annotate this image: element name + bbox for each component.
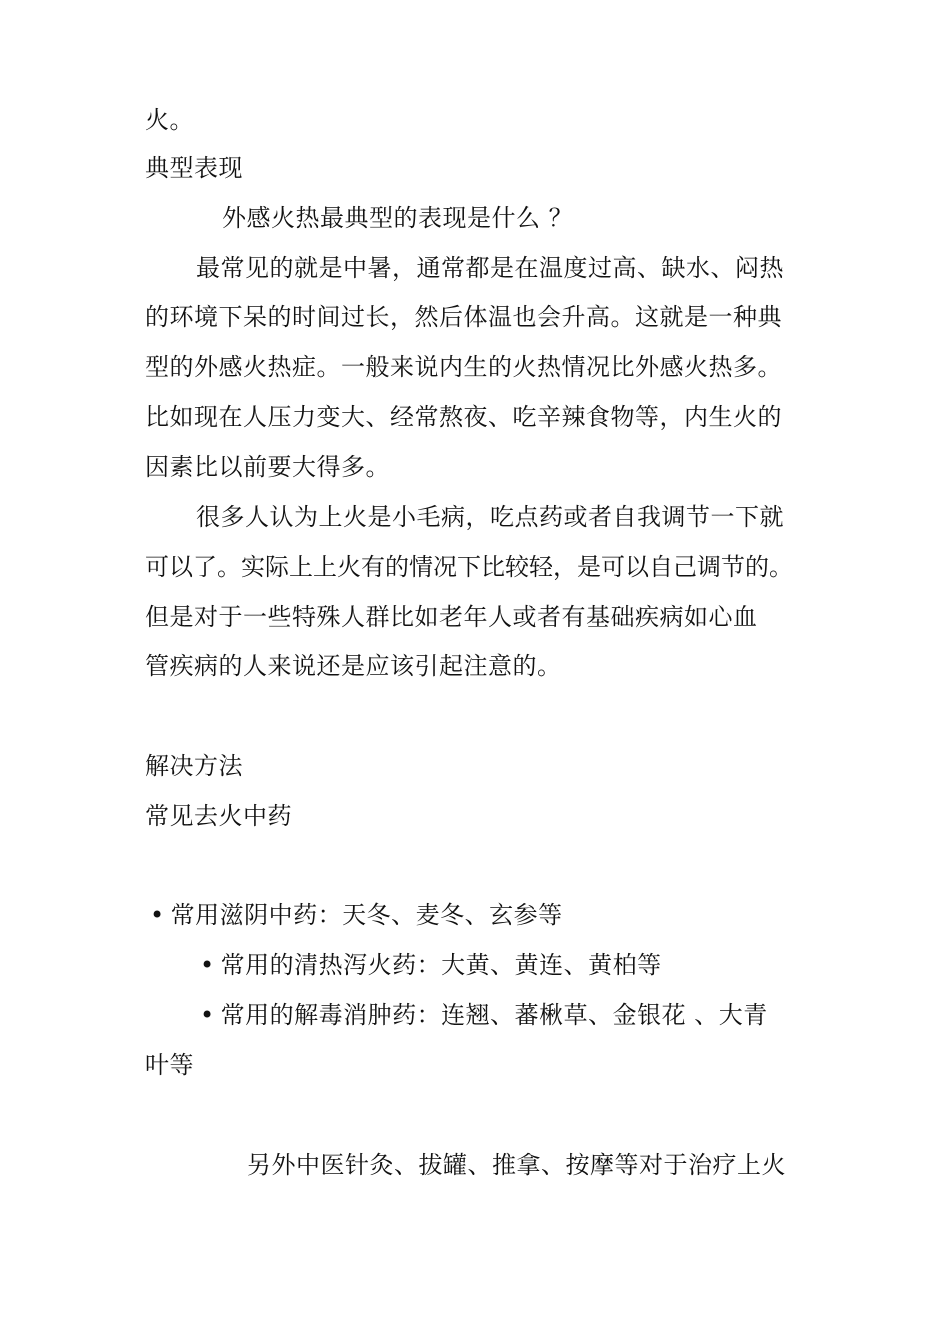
question-line: 外感火热最典型的表现是什么 ？ [222,204,574,232]
bullet-icon: • [150,901,165,929]
section-heading-solution: 解决方法 [145,752,243,780]
paragraph-line: 很多人认为上火是小毛病，吃点药或者自我调节一下就 [196,503,784,531]
paragraph-line: 比如现在人压力变大、经常熬夜、吃辛辣食物等，内生火的 [145,403,782,431]
bullet-wrap-line: 叶等 [145,1051,194,1079]
bullet-icon: • [200,951,215,979]
paragraph-line: 最常见的就是中暑，通常都是在温度过高、缺水、闷热 [196,254,784,282]
bullet-text: 常用的清热泻火药：大黄、黄连、黄柏等 [220,951,662,979]
paragraph-line: 管疾病的人来说还是应该引起注意的。 [145,652,562,680]
bullet-icon: • [200,1001,215,1029]
section-heading-typical: 典型表现 [145,154,243,182]
intro-tail: 火。 [145,106,194,134]
closing-line: 另外中医针灸、拔罐、推拿、按摩等对于治疗上火 [247,1151,786,1179]
paragraph-line: 型的外感火热症。一般来说内生的火热情况比外感火热多。 [145,353,782,381]
subheading-herbs: 常见去火中药 [145,802,292,830]
paragraph-line: 可以了。实际上上火有的情况下比较轻，是可以自己调节的。 [145,553,793,581]
bullet-text: 常用的解毒消肿药：连翘、蕃楸草、金银花 、大青 [220,1001,768,1029]
bullet-item [150,899,563,931]
paragraph-line: 因素比以前要大得多。 [145,453,390,481]
bullet-text: 常用滋阴中药：天冬、麦冬、玄参等 [170,901,563,929]
paragraph-line: 但是对于一些特殊人群比如老年人或者有基础疾病如心血 [145,603,758,631]
bullet-item [200,949,662,981]
bullet-item [200,999,768,1031]
paragraph-line: 的环境下呆的时间过长，然后体温也会升高。这就是一种典 [145,303,782,331]
